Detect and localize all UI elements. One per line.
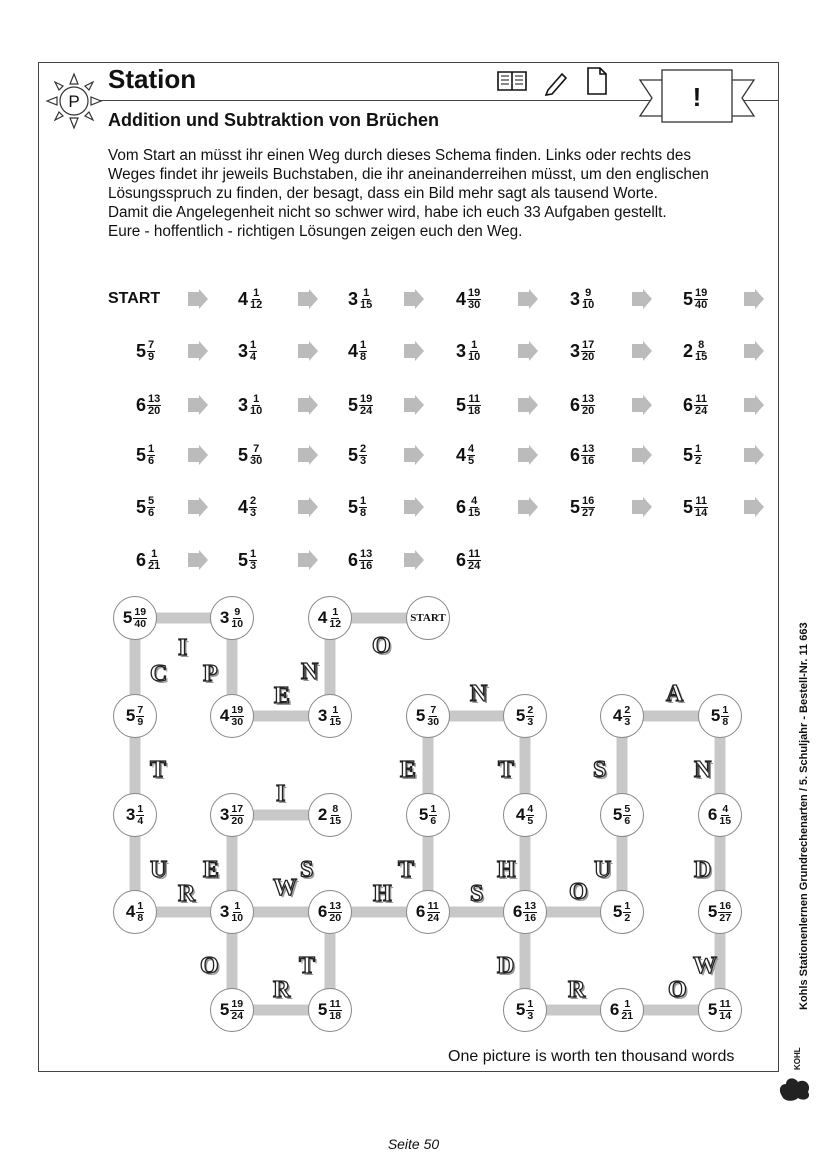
fraction (328, 999, 342, 1021)
whole-number: 3 (238, 340, 249, 361)
maze-letter: T (299, 953, 316, 979)
maze-node (698, 793, 742, 837)
numerator: 1 (363, 286, 370, 299)
fraction (623, 705, 631, 727)
maze-node (113, 793, 157, 837)
maze-node (600, 793, 644, 837)
numerator: 19 (360, 392, 373, 405)
numerator: 1 (234, 900, 241, 912)
maze-letter: N (301, 659, 319, 685)
denominator: 27 (719, 911, 732, 924)
fraction (328, 804, 342, 826)
denominator: 24 (695, 404, 708, 417)
whole-number: 3 (219, 902, 230, 921)
whole-number: 4 (125, 902, 136, 921)
numerator: 7 (253, 442, 260, 455)
denominator: 12 (250, 298, 263, 311)
maze-node (210, 596, 254, 640)
numerator: 11 (468, 547, 480, 560)
numerator: 1 (151, 547, 158, 560)
denominator: 9 (137, 715, 144, 728)
whole-number: 3 (219, 805, 230, 824)
fraction (429, 804, 437, 826)
publication-info: Kohls Stationenlernen Grundrechenarten / 5. Schuljahr - Bestell-Nr. 11 663 (798, 622, 810, 1010)
numerator: 19 (134, 606, 147, 618)
whole-number: 5 (612, 805, 623, 824)
whole-number: 3 (219, 608, 230, 627)
denominator: 24 (360, 404, 373, 417)
denominator: 3 (360, 454, 367, 467)
maze-letter: I (178, 635, 188, 661)
fraction (230, 901, 244, 923)
maze-letter: N (694, 757, 712, 783)
denominator: 30 (468, 298, 481, 311)
whole-number: 6 (683, 394, 694, 415)
numerator: 2 (624, 704, 631, 716)
numerator: 13 (582, 392, 595, 405)
denominator: 18 (468, 404, 481, 417)
numerator: 5 (624, 803, 631, 815)
numerator: 16 (719, 900, 732, 912)
whole-number: 5 (348, 496, 359, 517)
fraction (328, 705, 342, 727)
page-title: Station (108, 64, 197, 94)
denominator: 15 (329, 814, 342, 827)
denominator: 27 (582, 506, 595, 519)
numerator: 17 (231, 803, 244, 815)
denominator: 20 (582, 404, 595, 417)
whole-number: 6 (456, 549, 467, 570)
denominator: 24 (231, 1009, 244, 1022)
whole-number: 5 (612, 902, 623, 921)
numerator: 1 (137, 900, 144, 912)
maze-node (406, 890, 450, 934)
numerator: 13 (582, 442, 595, 455)
whole-number: 5 (456, 394, 467, 415)
numerator: 2 (360, 442, 367, 455)
whole-number: 5 (683, 444, 694, 465)
whole-number: 5 (415, 706, 426, 725)
denominator: 15 (719, 814, 732, 827)
numerator: 1 (624, 900, 631, 912)
whole-number: 5 (418, 805, 429, 824)
fraction (718, 999, 732, 1021)
denominator: 12 (329, 617, 342, 630)
maze-node (113, 890, 157, 934)
numerator: 8 (332, 803, 339, 815)
fraction (328, 607, 342, 629)
maze-letter: S (300, 857, 314, 883)
fraction (718, 901, 732, 923)
fraction (136, 901, 144, 923)
maze-letter: A (666, 681, 684, 707)
numerator: 1 (332, 606, 339, 618)
maze-node (308, 793, 352, 837)
denominator: 6 (148, 506, 155, 519)
maze-letter: E (203, 857, 220, 883)
whole-number: 6 (136, 549, 147, 570)
numerator: 1 (430, 803, 437, 815)
maze-letter: D (497, 953, 515, 979)
maze-letter: O (200, 953, 219, 979)
whole-number: 3 (456, 340, 467, 361)
numerator: 4 (722, 803, 729, 815)
numerator: 5 (148, 494, 155, 507)
whole-number: 6 (570, 444, 581, 465)
banner-mark: ! (692, 82, 702, 112)
maze-node (113, 596, 157, 640)
numerator: 11 (427, 900, 439, 912)
maze-start-node (406, 596, 450, 640)
whole-number: 6 (415, 902, 426, 921)
numerator: 7 (430, 704, 437, 716)
numerator: 19 (695, 286, 708, 299)
whole-number: 4 (348, 340, 359, 361)
maze-letter: P (203, 661, 218, 687)
numerator: 1 (471, 338, 478, 351)
maze-node (308, 596, 352, 640)
maze-node (698, 694, 742, 738)
maze-letter: N (470, 681, 488, 707)
denominator: 10 (231, 617, 244, 630)
maze-node (503, 793, 547, 837)
denominator: 3 (624, 715, 631, 728)
denominator: 10 (250, 404, 263, 417)
intro-paragraph: Vom Start an müsst ihr einen Weg durch dieses Schema finden. Links oder rechts des Weges findet ihr jeweils Buchstaben, die ihr aneinanderreihen müsst, um den englischen Lösungsspruch zu finden, der besagt, dass ein Bild mehr sagt als tausend Worte. (108, 147, 709, 202)
whole-number: 2 (317, 805, 328, 824)
maze-node (406, 694, 450, 738)
denominator: 3 (527, 1009, 534, 1022)
maze-node (600, 988, 644, 1032)
maze-letter: S (470, 881, 484, 907)
maze-letter: I (276, 781, 286, 807)
whole-number: 5 (238, 549, 249, 570)
denominator: 10 (231, 911, 244, 924)
maze-node (308, 890, 352, 934)
whole-number: 5 (570, 496, 581, 517)
denominator: 20 (231, 814, 244, 827)
denominator: 15 (329, 715, 342, 728)
page-subtitle: Addition und Subtraktion von Brüchen (108, 110, 439, 130)
denominator: 5 (527, 814, 534, 827)
whole-number: 5 (348, 444, 359, 465)
fraction (718, 804, 732, 826)
fraction (526, 705, 534, 727)
denominator: 20 (329, 911, 342, 924)
fraction (136, 705, 144, 727)
numerator: 1 (360, 494, 367, 507)
whole-number: 6 (609, 1000, 620, 1019)
intro-paragraph: Damit die Angelegenheit nicht so schwer wird, habe ich euch 33 Aufgaben gestellt. (108, 204, 667, 221)
page-number: Seite 50 (387, 1136, 440, 1152)
whole-number: 6 (317, 902, 328, 921)
denominator: 8 (360, 350, 367, 363)
denominator: 8 (137, 911, 144, 924)
whole-number: 5 (125, 706, 136, 725)
fraction (623, 804, 631, 826)
denominator: 21 (621, 1009, 634, 1022)
fraction (426, 901, 440, 923)
sun-letter: P (68, 92, 80, 111)
denominator: 30 (250, 454, 263, 467)
numerator: 1 (250, 338, 257, 351)
numerator: 11 (719, 998, 731, 1010)
denominator: 30 (427, 715, 440, 728)
whole-number: 5 (122, 608, 133, 627)
denominator: 10 (468, 350, 481, 363)
maze-node (308, 988, 352, 1032)
numerator: 9 (585, 286, 592, 299)
denominator: 3 (527, 715, 534, 728)
solution-sentence: One picture is worth ten thousand words (448, 1048, 735, 1065)
numerator: 19 (468, 286, 481, 299)
numerator: 8 (698, 338, 705, 351)
denominator: 18 (329, 1009, 342, 1022)
numerator: 1 (253, 392, 260, 405)
denominator: 40 (134, 617, 147, 630)
denominator: 15 (468, 506, 481, 519)
whole-number: 4 (238, 288, 249, 309)
maze-letter: E (400, 757, 417, 783)
whole-number: 4 (219, 706, 230, 725)
denominator: 16 (582, 454, 595, 467)
fraction (133, 607, 147, 629)
whole-number: 4 (515, 805, 526, 824)
numerator: 7 (148, 338, 155, 351)
whole-number: 4 (612, 706, 623, 725)
whole-number: 5 (317, 1000, 328, 1019)
maze-letter: S (593, 757, 607, 783)
maze-node (698, 890, 742, 934)
numerator: 17 (582, 338, 595, 351)
denominator: 3 (250, 559, 257, 572)
numerator: 9 (234, 606, 241, 618)
whole-number: 3 (570, 288, 581, 309)
fraction (230, 999, 244, 1021)
whole-number: 3 (348, 288, 359, 309)
whole-number: 3 (317, 706, 328, 725)
fraction (721, 705, 729, 727)
whole-number: 5 (136, 444, 147, 465)
numerator: 1 (137, 803, 144, 815)
maze-node (698, 988, 742, 1032)
whole-number: 4 (456, 288, 467, 309)
numerator: 4 (471, 494, 478, 507)
maze-letter: C (150, 661, 168, 687)
maze-letter: O (372, 633, 391, 659)
maze-node (503, 988, 547, 1032)
numerator: 1 (624, 998, 631, 1010)
maze-node (210, 890, 254, 934)
numerator: 11 (695, 392, 707, 405)
whole-number: 6 (512, 902, 523, 921)
whole-number: 5 (219, 1000, 230, 1019)
intro-paragraph: Eure - hoffentlich - richtigen Lösungen zeigen euch den Weg. (108, 223, 523, 240)
whole-number: 5 (348, 394, 359, 415)
denominator: 30 (231, 715, 244, 728)
numerator: 16 (582, 494, 595, 507)
whole-number: 4 (456, 444, 467, 465)
fraction (328, 901, 342, 923)
numerator: 1 (250, 547, 257, 560)
maze-letter: R (568, 977, 586, 1003)
denominator: 16 (360, 559, 373, 572)
maze-node (210, 694, 254, 738)
denominator: 24 (468, 559, 481, 572)
maze-letter: W (273, 875, 297, 901)
maze-letter: R (273, 977, 291, 1003)
maze-letter: O (569, 879, 588, 905)
whole-number: 5 (710, 706, 721, 725)
whole-number: 5 (136, 340, 147, 361)
numerator: 4 (527, 803, 534, 815)
denominator: 5 (468, 454, 475, 467)
maze-node (503, 890, 547, 934)
maze-node (406, 793, 450, 837)
whole-number: 2 (683, 340, 694, 361)
fraction (230, 705, 244, 727)
fraction (526, 804, 534, 826)
denominator: 40 (695, 298, 708, 311)
whole-number: 3 (238, 394, 249, 415)
maze-node (210, 793, 254, 837)
fraction (523, 901, 537, 923)
maze-node (503, 694, 547, 738)
publisher-logo (776, 1040, 816, 1102)
numerator: 1 (253, 286, 260, 299)
fraction (230, 804, 244, 826)
denominator: 3 (250, 506, 257, 519)
whole-number: 6 (707, 805, 718, 824)
maze-start-label: START (410, 612, 446, 624)
maze-letter: T (498, 757, 515, 783)
denominator: 4 (137, 814, 144, 827)
whole-number: 5 (707, 1000, 718, 1019)
maze-letter: U (150, 857, 168, 883)
maze-letter: H (497, 857, 516, 883)
whole-number: 5 (136, 496, 147, 517)
start-label: START (108, 290, 161, 307)
numerator: 13 (329, 900, 342, 912)
whole-number: 4 (238, 496, 249, 517)
whole-number: 5 (683, 288, 694, 309)
numerator: 2 (250, 494, 257, 507)
numerator: 11 (329, 998, 341, 1010)
denominator: 4 (250, 350, 257, 363)
numerator: 11 (468, 392, 480, 405)
whole-number: 5 (707, 902, 718, 921)
maze-node (600, 694, 644, 738)
fraction (526, 999, 534, 1021)
maze-node (308, 694, 352, 738)
whole-number: 5 (238, 444, 249, 465)
denominator: 21 (148, 559, 161, 572)
whole-number: 6 (456, 496, 467, 517)
numerator: 1 (148, 442, 155, 455)
maze-node (210, 988, 254, 1032)
fraction (136, 804, 144, 826)
maze-letter: R (178, 881, 196, 907)
maze-letter: H (373, 881, 392, 907)
publisher-name: KOHL (793, 1047, 802, 1070)
whole-number: 3 (570, 340, 581, 361)
denominator: 2 (695, 454, 702, 467)
whole-number: 6 (348, 549, 359, 570)
denominator: 6 (624, 814, 631, 827)
fraction (620, 999, 634, 1021)
fraction (426, 705, 440, 727)
numerator: 13 (148, 392, 161, 405)
whole-number: 5 (515, 706, 526, 725)
maze-letter: U (594, 857, 612, 883)
denominator: 24 (427, 911, 440, 924)
denominator: 16 (524, 911, 537, 924)
maze-letter: T (150, 757, 167, 783)
maze-letter: W (693, 953, 717, 979)
maze-node (113, 694, 157, 738)
denominator: 8 (722, 715, 729, 728)
numerator: 13 (360, 547, 373, 560)
whole-number: 3 (125, 805, 136, 824)
whole-number: 5 (683, 496, 694, 517)
maze-letter: T (398, 857, 415, 883)
maze-letter: D (694, 857, 712, 883)
maze-letter: E (274, 683, 291, 709)
denominator: 15 (695, 350, 708, 363)
numerator: 11 (695, 494, 707, 507)
numerator: 1 (360, 338, 367, 351)
whole-number: 4 (317, 608, 328, 627)
whole-number: 6 (570, 394, 581, 415)
fraction (623, 901, 631, 923)
denominator: 20 (148, 404, 161, 417)
denominator: 15 (360, 298, 373, 311)
whole-number: 6 (136, 394, 147, 415)
maze-letter: O (668, 977, 687, 1003)
denominator: 9 (148, 350, 155, 363)
denominator: 2 (624, 911, 631, 924)
whole-number: 5 (515, 1000, 526, 1019)
numerator: 19 (231, 704, 244, 716)
denominator: 14 (719, 1009, 732, 1022)
denominator: 8 (360, 506, 367, 519)
denominator: 6 (430, 814, 437, 827)
numerator: 2 (527, 704, 534, 716)
numerator: 1 (695, 442, 702, 455)
numerator: 1 (722, 704, 729, 716)
numerator: 4 (468, 442, 475, 455)
numerator: 13 (524, 900, 537, 912)
numerator: 1 (527, 998, 534, 1010)
denominator: 14 (695, 506, 708, 519)
denominator: 20 (582, 350, 595, 363)
denominator: 10 (582, 298, 595, 311)
numerator: 7 (137, 704, 144, 716)
numerator: 19 (231, 998, 244, 1010)
maze-node (600, 890, 644, 934)
fraction (230, 607, 244, 629)
denominator: 6 (148, 454, 155, 467)
numerator: 1 (332, 704, 339, 716)
